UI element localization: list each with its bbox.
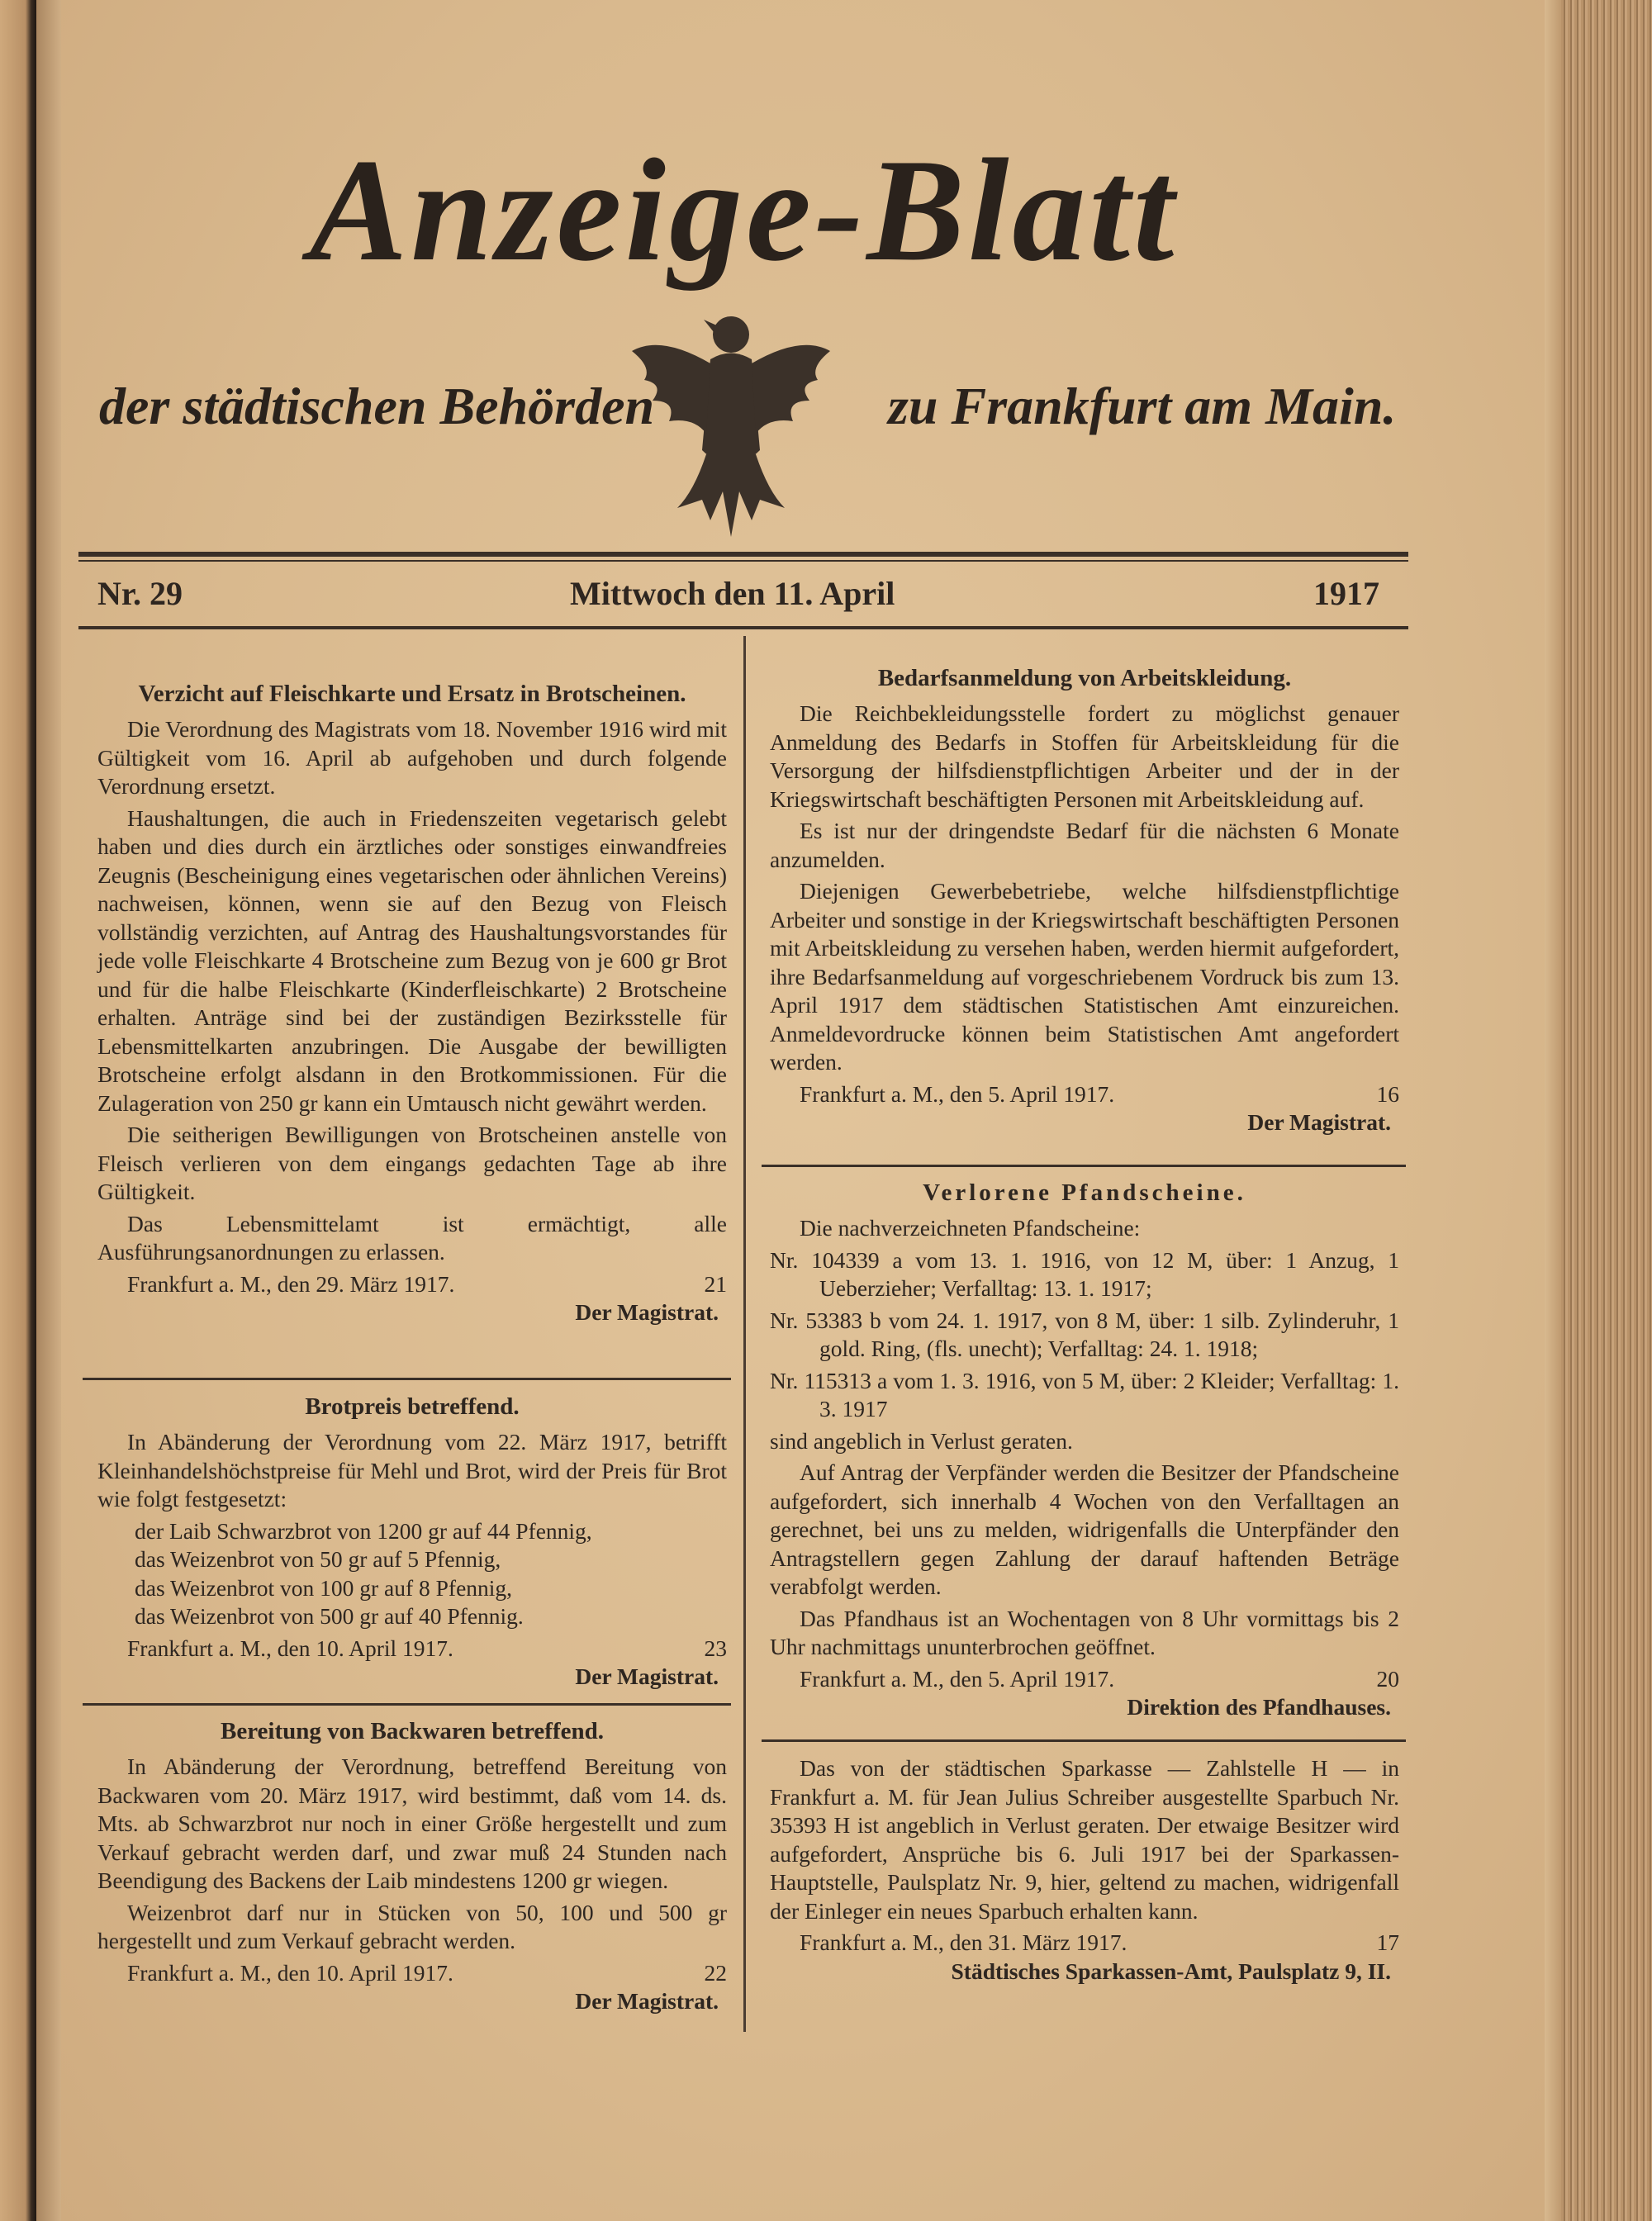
issue-year: 1917 [1313,575,1379,612]
article-paragraph: sind angeblich in Verlust geraten. [770,1427,1073,1454]
place-date: Frankfurt a. M., den 29. März 1917. [127,1270,455,1297]
article-work-clothing [770,663,1399,1137]
price-item: das Weizenbrot von 500 gr auf 40 Pfennig. [135,1603,524,1629]
column-divider [743,636,746,2032]
issue-number: Nr. 29 [97,575,183,612]
signature: Direktion des Pfandhauses. [1127,1694,1391,1720]
pawn-ticket-entry: Nr. 115313 a vom 1. 3. 1916, von 5 M, über: 2 Kleider; Verfalltag: 1. 3. 1917 [770,1367,1399,1421]
book-page-edges [1561,0,1652,2221]
article-paragraph: Die Verordnung des Magistrats vom 18. November 1916 wird mit Gültigkeit vom 16. April ab aufgehoben und durch folgende Verordnung ersetzt. [97,716,727,799]
pawn-ticket-entry: Nr. 53383 b vom 24. 1. 1917, von 8 M, über: 1 silb. Zylinderuhr, 1 gold. Ring, (fls. unecht); Verfalltag: 24. 1. 1918; [770,1307,1399,1361]
place-date: Frankfurt a. M., den 10. April 1917. [127,1635,453,1661]
article-paragraph: In Abänderung der Verordnung, betreffend Bereitung von Backwaren vom 20. März 1917, wird bestimmt, daß vom 14. ds. Mts. ab Schwarzbrot nur noch in einer Größe hergestellt und zum Verkauf gebracht werden darf, und zwar muß 24 Stunden nach Beendigung des Backens der Laib mindestens 1200 gr wiegen. [97,1754,727,1893]
article-paragraph: Das von der städtischen Sparkasse — Zahlstelle H — in Frankfurt a. M. für Jean Julius Schreiber ausgestellte Sparbuch Nr. 35393 H ist angeblich in Verlust geraten. Der etwaige Besitzer wird aufgefordert, Ansprüche bis 6. Juli 1917 bei der Sparkassen-Hauptstelle, Paulsplatz Nr. 9, hier, geltend zu machen, widrigenfall der Einleger ein neues Sparbuch erhalten kann. [770,1755,1399,1924]
article-lost-pawn-tickets [770,1178,1399,1722]
dateline-rule [78,626,1408,629]
notice-number: 23 [704,1635,727,1661]
book-gutter [36,0,61,2221]
masthead-subtitle-left: der städtischen Behörden [99,377,655,435]
article-paragraph: Diejenigen Gewerbebetriebe, welche hilfsdienstpflichtige Arbeiter und sonstige in der Kriegswirtschaft beschäftigten Personen mit Arbeitskleidung zu versehen haben, werden hiermit aufgefordert, ihre Bedarfsanmeldung auf vorgeschriebenem Vordruck bis zum 13. April 1917 dem städtischen Statistischen Amt einzureichen. Anmeldevordrucke können beim Statistischen Amt angefordert werden. [770,878,1399,1075]
article-separator [762,1165,1406,1167]
article-separator [83,1378,731,1380]
notice-number: 22 [704,1959,727,1986]
signature: Der Magistrat. [575,1299,719,1325]
signature: Der Magistrat. [575,1663,719,1689]
article-meat-card-waiver [97,679,727,1327]
article-heading: Verlorene Pfandscheine. [923,1179,1246,1206]
notice-number: 17 [1376,1929,1399,1955]
price-item: das Weizenbrot von 100 gr auf 8 Pfennig, [135,1574,513,1601]
price-item: der Laib Schwarzbrot von 1200 gr auf 44 Pfennig, [135,1517,592,1544]
masthead-subtitle-right: zu Frankfurt am Main. [888,377,1397,435]
article-heading: Bedarfsanmeldung von Arbeitskleidung. [877,665,1292,691]
place-date: Frankfurt a. M., den 10. April 1917. [127,1959,453,1986]
article-paragraph: Haushaltungen, die auch in Friedenszeiten vegetarisch gelebt haben und dies durch ein ärztliches oder sonstiges einwandfreies Zeugnis (Bescheinigung eines vegetarischen oder ähnlichen Vereins) nachweisen, können, wenn sie auf den Bezug von Fleisch vollständig verzichten, auf Antrag des Haushaltungsvorstandes für jede volle Fleischkarte 4 Brotscheine zum Bezug von je 600 gr Brot und für die halbe Fleischkarte (Kinderfleischkarte) 2 Brotscheine erhalten. Anträge sind bei der zuständigen Bezirksstelle für Lebensmittelkarten anzubringen. Die Ausgabe der bewilligten Brotscheine erfolgt alsdann in den Brotkommissionen. Für die Zulageration von 250 gr kann ein Umtausch nicht gewährt werden. [97,804,727,1116]
place-date: Frankfurt a. M., den 31. März 1917. [800,1929,1127,1955]
signature: Der Magistrat. [575,1988,719,2014]
article-paragraph: Die Reichbekleidungsstelle fordert zu möglichst genauer Anmeldung des Bedarfs in Stoffen für Arbeitskleidung für die Versorgung der hilfsdienstpflichtigen Arbeiter und der in der Kriegswirtschaft beschäftigten Personen mit Arbeitskleidung auf. [770,700,1399,812]
masthead-rule-thin [78,560,1408,562]
article-heading: Verzicht auf Fleischkarte und Ersatz in Brotscheinen. [138,681,686,707]
article-bread-price [97,1392,727,1692]
notice-number: 16 [1376,1080,1399,1107]
place-date: Frankfurt a. M., den 5. April 1917. [800,1665,1115,1692]
article-baked-goods [97,1716,727,2016]
article-lost-savings-book [770,1754,1399,1986]
price-item: das Weizenbrot von 50 gr auf 5 Pfennig, [135,1546,501,1572]
article-heading: Brotpreis betreffend. [305,1393,520,1420]
article-paragraph: Weizenbrot darf nur in Stücken von 50, 100 und 500 gr hergestellt und zum Verkauf gebracht werden. [97,1899,727,1953]
article-paragraph: In Abänderung der Verordnung vom 22. März 1917, betrifft Kleinhandelshöchstpreise für Mehl und Brot, wird der Preis für Brot wie folgt festgesetzt: [97,1429,727,1512]
article-separator [83,1703,731,1706]
signature: Der Magistrat. [1247,1109,1391,1135]
article-separator [762,1739,1406,1742]
article-heading: Bereitung von Backwaren betreffend. [221,1718,604,1744]
article-paragraph: Die seitherigen Bewilligungen von Brotscheinen anstelle von Fleisch verlieren von dem eingangs gedachten Tage ab ihre Gültigkeit. [97,1122,727,1204]
article-intro: Die nachverzeichneten Pfandscheine: [800,1215,1141,1241]
eagle-emblem-icon [628,301,834,541]
masthead-rule-top [78,552,1408,557]
signature: Städtisches Sparkassen-Amt, Paulsplatz 9, II. [951,1958,1391,1984]
place-date: Frankfurt a. M., den 5. April 1917. [800,1080,1115,1107]
issue-date: Mittwoch den 11. April [570,575,895,612]
article-paragraph: Auf Antrag der Verpfänder werden die Besitzer der Pfandscheine aufgefordert, sich innerhalb 4 Wochen von den Verfalltagen an gerechnet, bei uns zu melden, widrigenfalls die Unterpfänder den Antragstellern gegen Zahlung der darauf haftenden Beträge verabfolgt werden. [770,1459,1399,1599]
notice-number: 21 [704,1270,727,1297]
article-paragraph: Es ist nur der dringendste Bedarf für die nächsten 6 Monate anzumelden. [770,818,1399,872]
article-paragraph: Das Pfandhaus ist an Wochentagen von 8 Uhr vormittags bis 2 Uhr nachmittags ununterbrochen geöffnet. [770,1605,1399,1659]
masthead-title: Anzeige-Blatt [309,128,1178,292]
pawn-ticket-entry: Nr. 104339 a vom 13. 1. 1916, von 12 M, über: 1 Anzug, 1 Ueberzieher; Verfalltag: 13. 1. 1917; [770,1246,1399,1301]
adjacent-page-edge [0,0,36,2221]
notice-number: 20 [1376,1665,1399,1692]
article-paragraph: Das Lebensmittelamt ist ermächtigt, alle Ausführungsanordnungen zu erlassen. [97,1210,727,1265]
